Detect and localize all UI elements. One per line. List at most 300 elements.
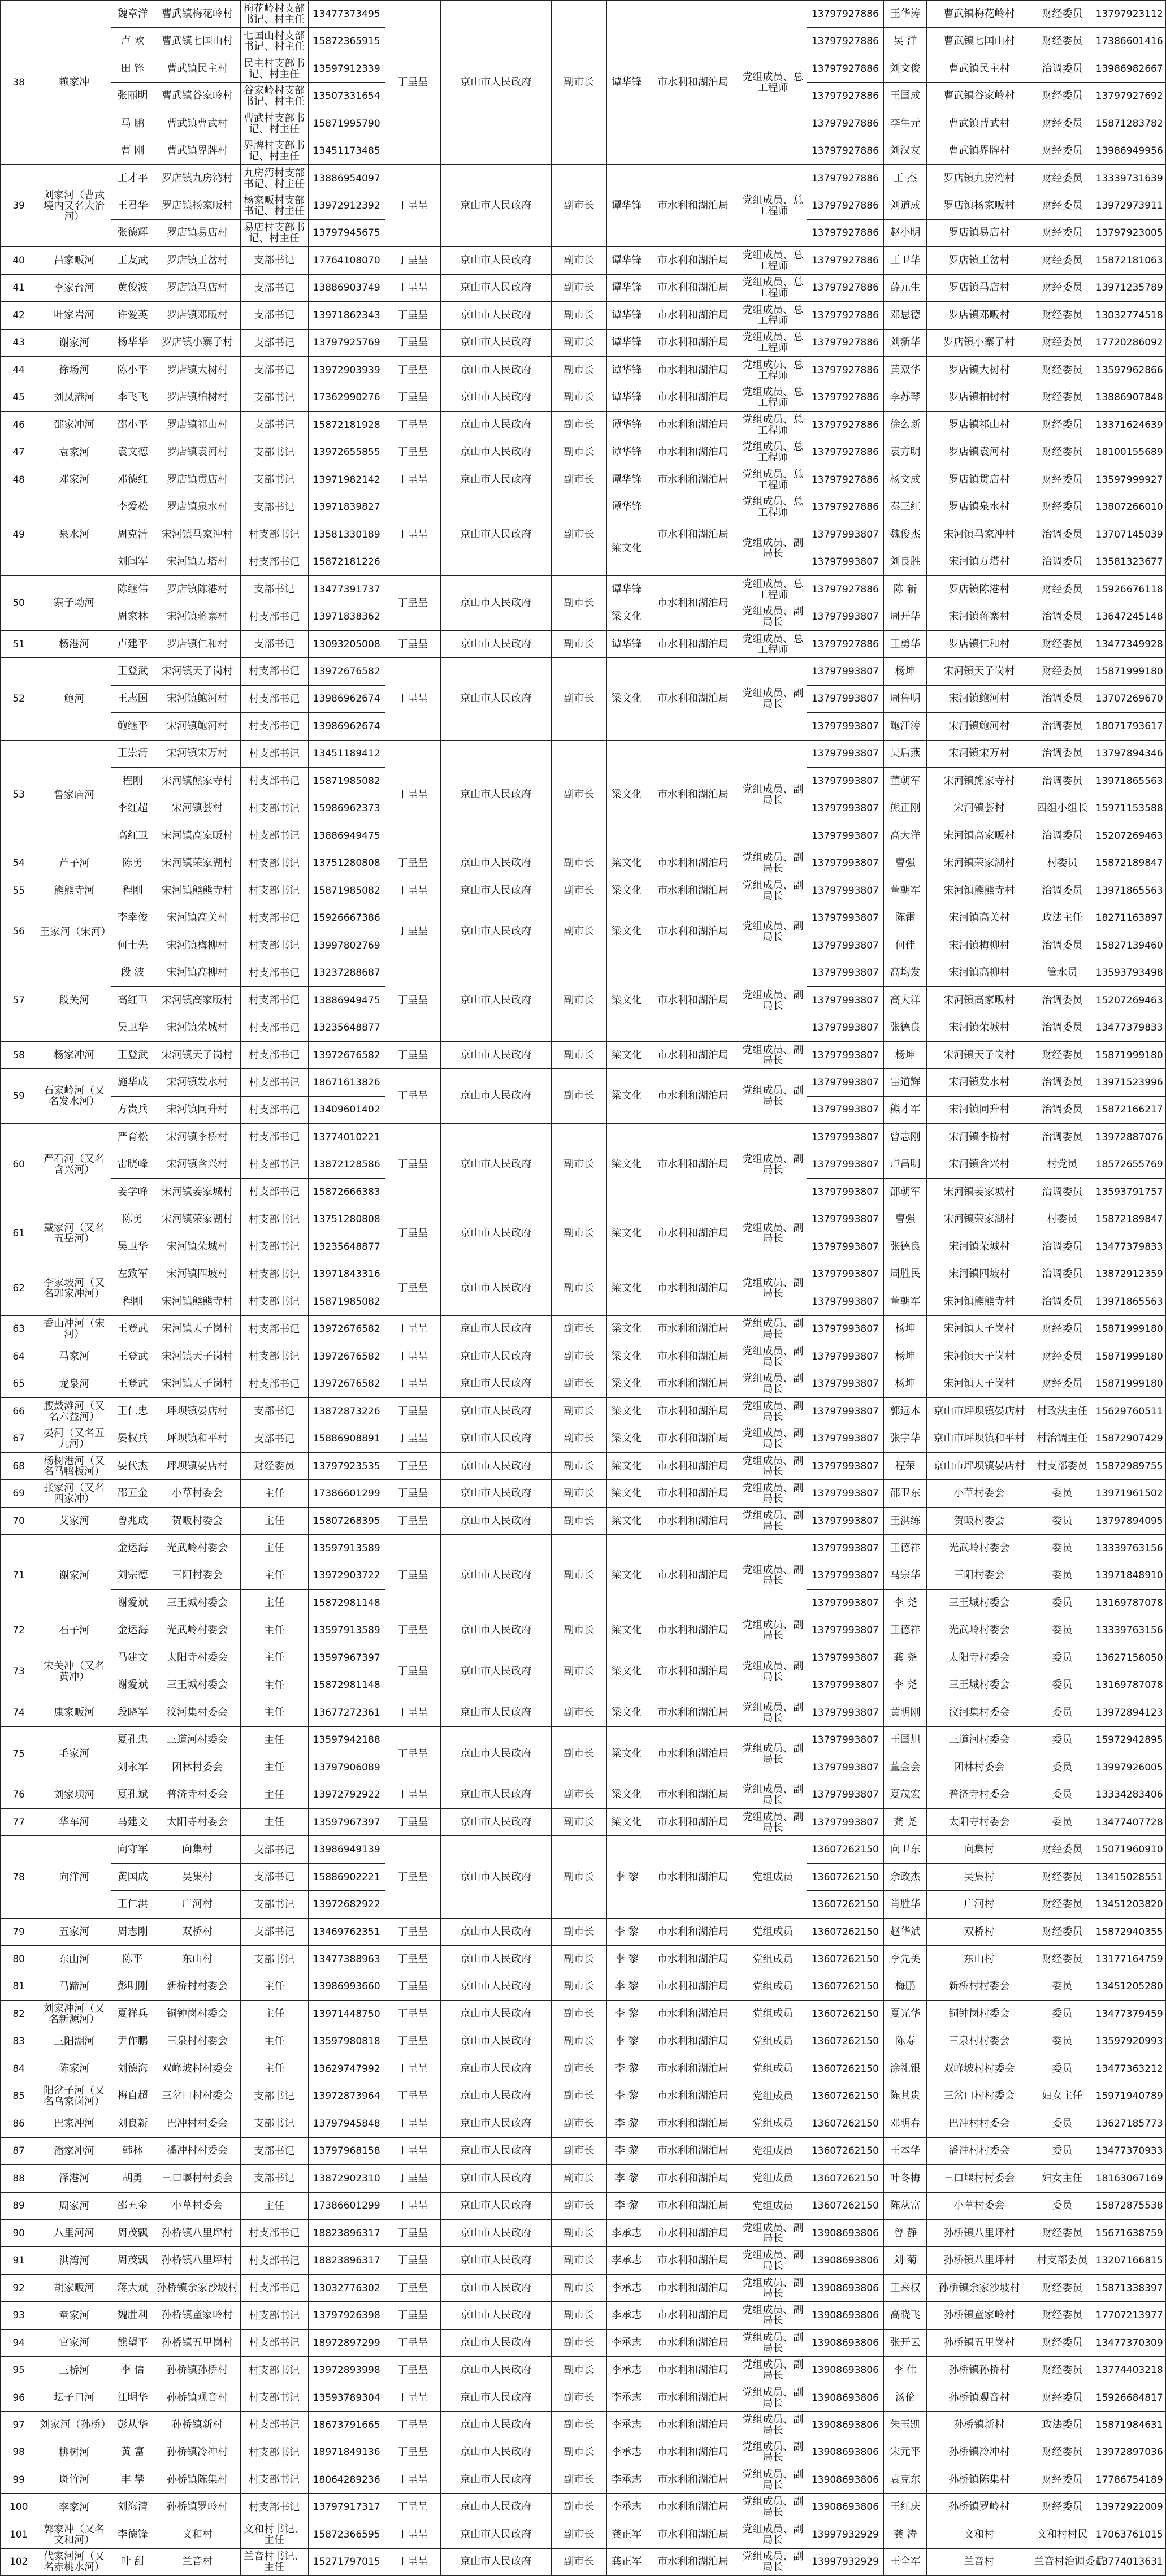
county-chief-position: 副市长 <box>551 1206 606 1261</box>
county-chief-position: 副市长 <box>551 904 606 959</box>
county-chief-unit: 京山市人民政府 <box>440 2028 551 2055</box>
township-chief: 丁呈呈 <box>385 302 440 329</box>
patrol-unit: 罗店镇王岔村 <box>927 247 1031 274</box>
patrol-name: 杨坤 <box>884 1370 927 1397</box>
village-unit: 孙桥镇观音村 <box>154 2384 240 2411</box>
river-name: 鲍河 <box>37 658 111 740</box>
county-chief-unit: 京山市人民政府 <box>440 2001 551 2028</box>
county-chief-position: 副市长 <box>551 1425 606 1452</box>
village-phone: 13774010221 <box>308 1124 385 1151</box>
county-office-phone: 13797993807 <box>807 685 883 712</box>
village-position: 村支部书记 <box>240 1288 308 1315</box>
village-phone: 13972873964 <box>308 2083 385 2110</box>
county-chief-unit: 京山市人民政府 <box>440 2110 551 2137</box>
row-number: 59 <box>1 1069 37 1124</box>
patrol-phone: 13971865563 <box>1093 1288 1166 1315</box>
county-office-phone: 13797927886 <box>807 1 883 28</box>
row-number: 63 <box>1 1315 37 1343</box>
village-chief-name: 马建文 <box>111 1808 154 1835</box>
liaison-name: 梁文化 <box>606 1124 647 1206</box>
table-row <box>1 1836 1166 1863</box>
village-unit: 曹武镇七国山村 <box>154 28 240 55</box>
liaison-name: 谭华锋 <box>606 274 647 301</box>
patrol-phone: 15871999180 <box>1093 1315 1166 1343</box>
village-position: 支部书记 <box>240 1863 308 1890</box>
patrol-unit: 汶河集村委会 <box>927 1699 1031 1726</box>
liaison-position: 党组成员、副局长 <box>739 2247 807 2274</box>
county-chief-unit: 京山市人民政府 <box>440 1370 551 1397</box>
village-chief-name: 陈勇 <box>111 850 154 877</box>
patrol-unit: 罗店镇九房湾村 <box>927 164 1031 192</box>
county-office-phone: 13797993807 <box>807 1370 883 1397</box>
patrol-phone: 13797894095 <box>1093 1507 1166 1534</box>
patrol-name: 刘新华 <box>884 329 927 356</box>
patrol-position: 治调委员 <box>1031 55 1093 82</box>
village-unit: 孙桥镇新村 <box>154 2412 240 2439</box>
row-number: 48 <box>1 466 37 493</box>
village-phone: 13751280808 <box>308 850 385 877</box>
row-number: 90 <box>1 2219 37 2246</box>
village-unit: 罗店镇陈港村 <box>154 575 240 603</box>
patrol-phone: 13371624639 <box>1093 412 1166 439</box>
patrol-phone: 13971865563 <box>1093 768 1166 795</box>
county-chief-unit: 京山市人民政府 <box>440 1535 551 1617</box>
village-chief-name: 周克清 <box>111 521 154 548</box>
liaison-position: 党组成员、副局长 <box>739 2412 807 2439</box>
patrol-unit: 罗店镇马店村 <box>927 274 1031 301</box>
table-row <box>1 466 1166 493</box>
village-position: 梅花岭村支部书记、村主任 <box>240 1 308 28</box>
village-chief-name: 邵五金 <box>111 1480 154 1507</box>
liaison-position: 党组成员、副局长 <box>739 1726 807 1781</box>
patrol-unit: 文和村 <box>927 2521 1031 2548</box>
patrol-phone: 13971523996 <box>1093 1069 1166 1096</box>
county-office-phone: 13797993807 <box>807 1699 883 1726</box>
row-number: 76 <box>1 1781 37 1808</box>
patrol-phone: 17786754189 <box>1093 2466 1166 2493</box>
patrol-name: 龚 尧 <box>884 1808 927 1835</box>
village-position: 支部书记 <box>240 2137 308 2164</box>
liaison-position: 党组成员、副局长 <box>739 850 807 877</box>
village-phone: 15271797015 <box>308 2548 385 2575</box>
liaison-department: 市水利和湖泊局 <box>647 493 739 575</box>
row-number: 70 <box>1 1507 37 1534</box>
village-phone: 18671613826 <box>308 1069 385 1096</box>
county-chief-position: 副市长 <box>551 1535 606 1617</box>
liaison-department: 市水利和湖泊局 <box>647 2384 739 2411</box>
patrol-position: 财经委员 <box>1031 412 1093 439</box>
row-number: 92 <box>1 2274 37 2301</box>
patrol-name: 曹强 <box>884 850 927 877</box>
patrol-position: 委员 <box>1031 1781 1093 1808</box>
village-chief-name: 邓德红 <box>111 466 154 493</box>
county-chief-unit: 京山市人民政府 <box>440 2219 551 2246</box>
liaison-department: 市水利和湖泊局 <box>647 1206 739 1261</box>
village-chief-name: 刘宗德 <box>111 1562 154 1589</box>
patrol-unit: 宋河镇天子岗村 <box>927 1343 1031 1370</box>
patrol-phone: 13774403218 <box>1093 2357 1166 2384</box>
county-office-phone: 13797993807 <box>807 1781 883 1808</box>
river-name: 郭家冲（又名文和河） <box>37 2521 111 2548</box>
county-office-phone: 13797993807 <box>807 740 883 767</box>
patrol-position: 治调委员 <box>1031 1124 1093 1151</box>
village-phone: 13886903749 <box>308 274 385 301</box>
river-name: 段关河 <box>37 959 111 1041</box>
patrol-position: 财经委员 <box>1031 1370 1093 1397</box>
patrol-position: 治调委员 <box>1031 932 1093 959</box>
county-chief-unit: 京山市人民政府 <box>440 2466 551 2493</box>
county-chief-position: 副市长 <box>551 1973 606 2000</box>
patrol-name: 王红庆 <box>884 2493 927 2521</box>
row-number: 99 <box>1 2466 37 2493</box>
liaison-name: 李 黎 <box>606 2055 647 2083</box>
liaison-name: 谭华锋 <box>606 357 647 384</box>
village-unit: 宋河镇四坡村 <box>154 1261 240 1288</box>
village-unit: 三泉村村委会 <box>154 2028 240 2055</box>
liaison-name: 梁文化 <box>606 877 647 904</box>
liaison-name: 李承志 <box>606 2329 647 2356</box>
liaison-position: 党组成员、副局长 <box>739 2384 807 2411</box>
patrol-position: 委员 <box>1031 1973 1093 2000</box>
row-number: 81 <box>1 1973 37 2000</box>
row-number: 73 <box>1 1644 37 1699</box>
patrol-phone: 13807266010 <box>1093 493 1166 521</box>
village-unit: 宋河镇含兴村 <box>154 1151 240 1178</box>
township-chief: 丁呈呈 <box>385 1946 440 1973</box>
liaison-department: 市水利和湖泊局 <box>647 1699 739 1726</box>
village-unit: 太阳寺村委会 <box>154 1808 240 1835</box>
village-phone: 13972676582 <box>308 1370 385 1397</box>
village-unit: 三道河村委会 <box>154 1726 240 1754</box>
patrol-position: 文和村村民 <box>1031 2521 1093 2548</box>
river-name: 马家河 <box>37 1343 111 1370</box>
liaison-name: 李 黎 <box>606 1973 647 2000</box>
county-chief-position: 副市长 <box>551 2329 606 2356</box>
county-office-phone: 13797993807 <box>807 1397 883 1425</box>
village-unit: 曹武镇谷家岭村 <box>154 83 240 110</box>
table-row <box>1 1124 1166 1151</box>
table-row <box>1 1507 1166 1534</box>
row-number: 69 <box>1 1480 37 1507</box>
village-position: 村支部书记 <box>240 1233 308 1261</box>
village-position: 支部书记 <box>240 439 308 466</box>
row-number: 78 <box>1 1836 37 1918</box>
liaison-department: 市水利和湖泊局 <box>647 247 739 274</box>
township-chief: 丁呈呈 <box>385 2192 440 2219</box>
patrol-position: 委员 <box>1031 1699 1093 1726</box>
village-unit: 曹武镇梅花岭村 <box>154 1 240 28</box>
patrol-position: 财经委员 <box>1031 1891 1093 1918</box>
village-unit: 罗店镇袁河村 <box>154 439 240 466</box>
liaison-department: 市水利和湖泊局 <box>647 2329 739 2356</box>
county-office-phone: 13797927886 <box>807 164 883 192</box>
village-unit: 宋河镇荣家湖村 <box>154 850 240 877</box>
township-chief: 丁呈呈 <box>385 2548 440 2575</box>
county-chief-unit: 京山市人民政府 <box>440 2274 551 2301</box>
patrol-unit: 向集村 <box>927 1836 1031 1863</box>
row-number: 53 <box>1 740 37 850</box>
liaison-name: 梁文化 <box>606 1425 647 1452</box>
table-row <box>1 658 1166 685</box>
table-row <box>1 2110 1166 2137</box>
liaison-position: 党组成员、副局长 <box>739 1808 807 1835</box>
village-chief-name: 蒋大斌 <box>111 2274 154 2301</box>
village-chief-name: 晏权兵 <box>111 1425 154 1452</box>
patrol-name: 龚 尧 <box>884 1644 927 1672</box>
village-position: 支部书记 <box>240 630 308 657</box>
village-unit: 宋河镇发水村 <box>154 1069 240 1096</box>
liaison-name: 梁文化 <box>606 740 647 850</box>
village-position: 主任 <box>240 2001 308 2028</box>
village-unit: 向集村 <box>154 1836 240 1863</box>
village-phone: 13451189412 <box>308 740 385 767</box>
patrol-unit: 东山村 <box>927 1946 1031 1973</box>
patrol-phone: 15971940789 <box>1093 2083 1166 2110</box>
patrol-name: 涂礼银 <box>884 2055 927 2083</box>
village-unit: 铜钟岗村委会 <box>154 2001 240 2028</box>
village-chief-name: 夏孔斌 <box>111 1781 154 1808</box>
village-unit: 罗店镇马店村 <box>154 274 240 301</box>
village-phone: 13972676582 <box>308 658 385 685</box>
village-unit: 三岔口村村委会 <box>154 2083 240 2110</box>
village-chief-name: 高红卫 <box>111 822 154 850</box>
village-unit: 宋河镇天子岗村 <box>154 1370 240 1397</box>
village-phone: 15872366595 <box>308 2521 385 2548</box>
patrol-unit: 太阳寺村委会 <box>927 1808 1031 1835</box>
patrol-unit: 三岔口村村委会 <box>927 2083 1031 2110</box>
county-chief-unit: 京山市人民政府 <box>440 1425 551 1452</box>
township-chief: 丁呈呈 <box>385 164 440 246</box>
liaison-department: 市水利和湖泊局 <box>647 2137 739 2164</box>
village-phone: 13597913589 <box>308 1535 385 1562</box>
liaison-department: 市水利和湖泊局 <box>647 357 739 384</box>
liaison-department: 市水利和湖泊局 <box>647 1507 739 1534</box>
patrol-name: 李先美 <box>884 1946 927 1973</box>
village-phone: 15986962373 <box>308 795 385 822</box>
liaison-name: 谭华锋 <box>606 302 647 329</box>
table-row <box>1 1644 1166 1672</box>
row-number: 100 <box>1 2493 37 2521</box>
village-unit: 宋河镇鲍河村 <box>154 685 240 712</box>
patrol-position: 财经委员 <box>1031 2493 1093 2521</box>
village-unit: 吴集村 <box>154 1863 240 1890</box>
county-office-phone: 13797993807 <box>807 1041 883 1068</box>
patrol-phone: 13971235789 <box>1093 274 1166 301</box>
village-position: 支部书记 <box>240 329 308 356</box>
village-position: 主任 <box>240 1590 308 1617</box>
row-number: 47 <box>1 439 37 466</box>
village-unit: 三王城村委会 <box>154 1672 240 1699</box>
village-chief-name: 魏章洋 <box>111 1 154 28</box>
river-name: 龙泉河 <box>37 1370 111 1397</box>
patrol-name: 曾志刚 <box>884 1124 927 1151</box>
river-name: 泽港河 <box>37 2165 111 2192</box>
liaison-department: 市水利和湖泊局 <box>647 1836 739 1918</box>
patrol-position: 治调委员 <box>1031 548 1093 575</box>
village-phone: 15872365915 <box>308 28 385 55</box>
patrol-phone: 13477349928 <box>1093 630 1166 657</box>
row-number: 61 <box>1 1206 37 1261</box>
county-chief-unit: 京山市人民政府 <box>440 2412 551 2439</box>
river-name: 李家台河 <box>37 274 111 301</box>
river-name: 杨港河 <box>37 630 111 657</box>
river-name: 王家河（宋河） <box>37 904 111 959</box>
county-office-phone: 13797993807 <box>807 603 883 630</box>
village-chief-name: 刘闫军 <box>111 548 154 575</box>
liaison-name: 李承志 <box>606 2439 647 2466</box>
patrol-phone: 13597920993 <box>1093 2028 1166 2055</box>
village-position: 村支部书记 <box>240 603 308 630</box>
patrol-unit: 宋河镇天子岗村 <box>927 1041 1031 1068</box>
village-position: 支部书记 <box>240 247 308 274</box>
patrol-phone: 13451203820 <box>1093 1891 1166 1918</box>
county-chief-position: 副市长 <box>551 850 606 877</box>
village-phone: 13972792922 <box>308 1781 385 1808</box>
patrol-phone: 13207166815 <box>1093 2247 1166 2274</box>
village-phone: 17386601299 <box>308 1480 385 1507</box>
village-unit: 双峰坡村村委会 <box>154 2055 240 2083</box>
village-position: 村支部书记 <box>240 1124 308 1151</box>
patrol-unit: 宋河镇发水村 <box>927 1069 1031 1096</box>
patrol-position: 财经委员 <box>1031 1863 1093 1890</box>
township-chief: 丁呈呈 <box>385 850 440 877</box>
village-position: 谷家岭村支部书记、村主任 <box>240 83 308 110</box>
patrol-position: 财经委员 <box>1031 302 1093 329</box>
village-unit: 宋河镇荣城村 <box>154 1233 240 1261</box>
patrol-unit: 宋河镇李桥村 <box>927 1124 1031 1151</box>
village-unit: 宋河镇熊家寺村 <box>154 768 240 795</box>
liaison-position: 党组成员、总工程师 <box>739 630 807 657</box>
patrol-name: 王国旭 <box>884 1726 927 1754</box>
village-unit: 孙桥镇罗岭村 <box>154 2493 240 2521</box>
village-unit: 宋河镇高关村 <box>154 904 240 932</box>
liaison-name: 李 黎 <box>606 2110 647 2137</box>
river-name: 阳岔子河（又名乌家岗河） <box>37 2083 111 2110</box>
village-position: 主任 <box>240 1480 308 1507</box>
village-phone: 13629747992 <box>308 2055 385 2083</box>
village-chief-name: 刘良新 <box>111 2110 154 2137</box>
patrol-name: 陈从富 <box>884 2192 927 2219</box>
river-name: 严石河（又名含兴河） <box>37 1124 111 1206</box>
village-chief-name: 施华成 <box>111 1069 154 1096</box>
patrol-unit: 孙桥镇八里坪村 <box>927 2219 1031 2246</box>
village-phone: 13971448750 <box>308 2001 385 2028</box>
county-office-phone: 13797993807 <box>807 1425 883 1452</box>
village-unit: 普济寺村委会 <box>154 1781 240 1808</box>
patrol-phone: 13169787078 <box>1093 1672 1166 1699</box>
township-chief: 丁呈呈 <box>385 412 440 439</box>
patrol-unit: 潘冲村村委会 <box>927 2137 1031 2164</box>
county-chief-position: 副市长 <box>551 2439 606 2466</box>
county-office-phone: 13908693806 <box>807 2357 883 2384</box>
table-row <box>1 2055 1166 2083</box>
village-unit: 东山村 <box>154 1946 240 1973</box>
village-chief-name: 李幸俊 <box>111 904 154 932</box>
patrol-position: 委员 <box>1031 2001 1093 2028</box>
village-chief-name: 何士先 <box>111 932 154 959</box>
liaison-name: 梁文化 <box>606 1370 647 1397</box>
village-chief-name: 张德辉 <box>111 219 154 246</box>
township-chief: 丁呈呈 <box>385 1425 440 1452</box>
liaison-position: 党组成员、副局长 <box>739 2302 807 2329</box>
village-position: 村支部书记 <box>240 850 308 877</box>
liaison-department: 市水利和湖泊局 <box>647 2274 739 2301</box>
patrol-phone: 15871283782 <box>1093 110 1166 137</box>
patrol-name: 魏俊杰 <box>884 521 927 548</box>
county-office-phone: 13908693806 <box>807 2384 883 2411</box>
village-phone: 13477373495 <box>308 1 385 28</box>
table-row <box>1 2466 1166 2493</box>
table-row <box>1 630 1166 657</box>
patrol-name: 鲍江涛 <box>884 713 927 740</box>
village-chief-name: 许爱英 <box>111 302 154 329</box>
village-chief-name: 周茂飘 <box>111 2219 154 2246</box>
patrol-unit: 罗店镇易店村 <box>927 219 1031 246</box>
patrol-unit: 宋河镇熊熊寺村 <box>927 877 1031 904</box>
village-phone: 15871995790 <box>308 110 385 137</box>
liaison-department: 市水利和湖泊局 <box>647 329 739 356</box>
village-phone: 13469762351 <box>308 1918 385 1945</box>
river-name: 宋关冲（又名黄冲） <box>37 1644 111 1699</box>
village-position: 主任 <box>240 1781 308 1808</box>
row-number: 86 <box>1 2110 37 2137</box>
patrol-name: 宋元平 <box>884 2439 927 2466</box>
liaison-department: 市水利和湖泊局 <box>647 2055 739 2083</box>
patrol-phone: 13032774518 <box>1093 302 1166 329</box>
county-chief-unit: 京山市人民政府 <box>440 1726 551 1781</box>
county-chief-position: 副市长 <box>551 329 606 356</box>
patrol-unit: 三阳村委会 <box>927 1562 1031 1589</box>
county-chief-unit: 京山市人民政府 <box>440 1206 551 1261</box>
river-name: 晏河（又名五九河） <box>37 1425 111 1452</box>
patrol-name: 邵卫东 <box>884 1480 927 1507</box>
county-chief-unit: 京山市人民政府 <box>440 1069 551 1124</box>
village-position: 村支部书记 <box>240 1014 308 1041</box>
patrol-position: 妇女主任 <box>1031 2165 1093 2192</box>
county-office-phone: 13908693806 <box>807 2329 883 2356</box>
county-chief-unit: 京山市人民政府 <box>440 2247 551 2274</box>
county-chief-position: 副市长 <box>551 1124 606 1206</box>
county-chief-position: 副市长 <box>551 1452 606 1479</box>
patrol-name: 邵朝军 <box>884 1179 927 1206</box>
liaison-department: 市水利和湖泊局 <box>647 2302 739 2329</box>
county-office-phone: 13797993807 <box>807 1151 883 1178</box>
table-row <box>1 2219 1166 2246</box>
village-phone: 13972893998 <box>308 2357 385 2384</box>
county-chief-position: 副市长 <box>551 2219 606 2246</box>
patrol-unit: 三王城村委会 <box>927 1590 1031 1617</box>
county-office-phone: 13797993807 <box>807 986 883 1014</box>
patrol-position: 兰音村治调委员 <box>1031 2548 1093 2575</box>
village-phone: 15872181928 <box>308 412 385 439</box>
patrol-phone: 13477370309 <box>1093 2329 1166 2356</box>
village-phone: 18823896317 <box>308 2219 385 2246</box>
county-chief-position: 副市长 <box>551 1480 606 1507</box>
county-chief-position: 副市长 <box>551 2137 606 2164</box>
patrol-phone: 13597999927 <box>1093 466 1166 493</box>
patrol-phone: 15207269463 <box>1093 986 1166 1014</box>
village-unit: 孙桥镇八里坪村 <box>154 2247 240 2274</box>
patrol-unit: 宋河镇天子岗村 <box>927 1315 1031 1343</box>
village-unit: 坪坝镇晏店村 <box>154 1397 240 1425</box>
liaison-department: 市水利和湖泊局 <box>647 1 739 165</box>
patrol-unit: 宋河镇天子岗村 <box>927 1370 1031 1397</box>
river-name: 吕家畈河 <box>37 247 111 274</box>
river-name: 斑竹河 <box>37 2466 111 2493</box>
patrol-name: 梅鹏 <box>884 1973 927 2000</box>
patrol-phone: 13581323677 <box>1093 548 1166 575</box>
county-office-phone: 13797993807 <box>807 1452 883 1479</box>
